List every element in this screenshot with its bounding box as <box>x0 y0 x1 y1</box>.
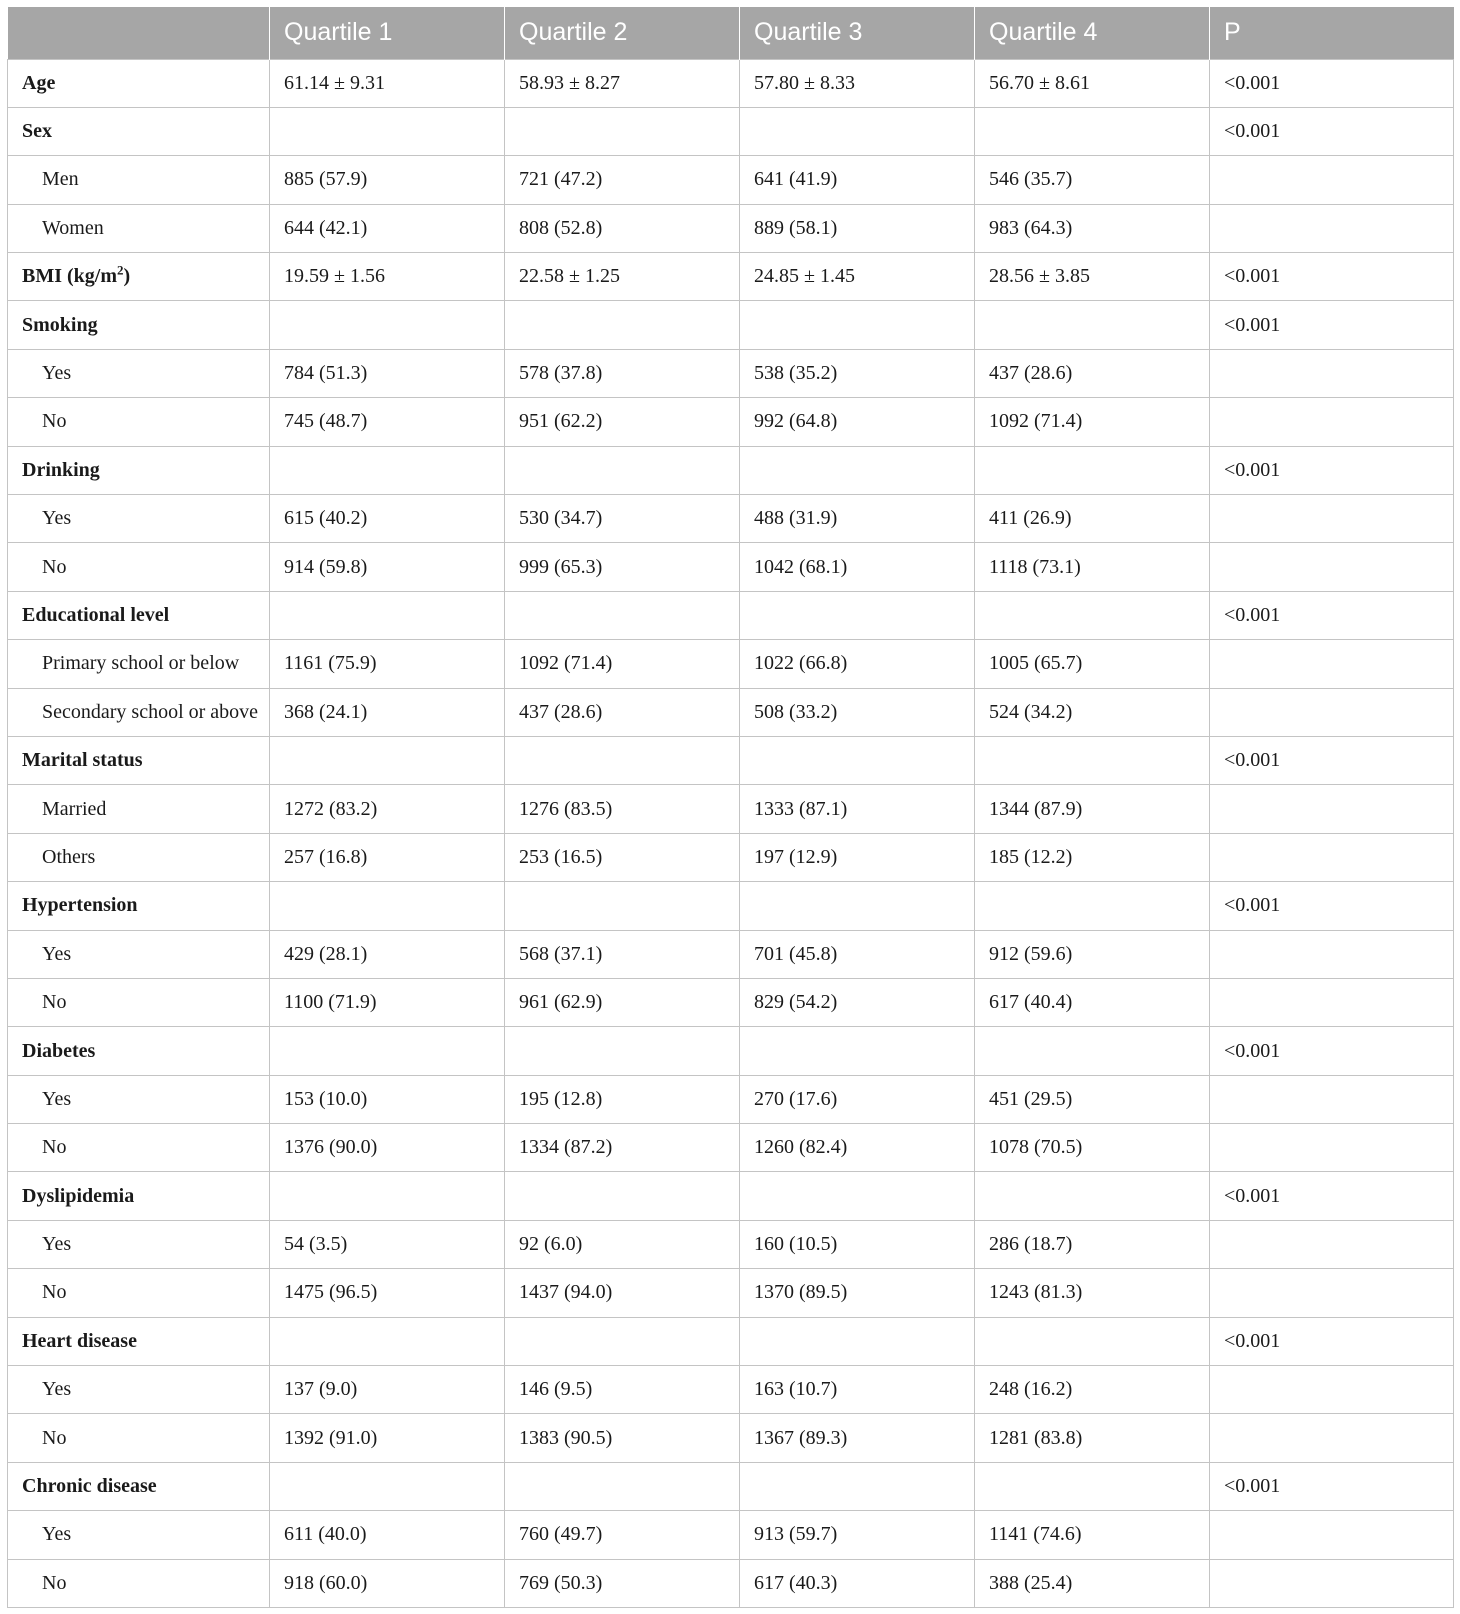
row-label <box>8 1172 270 1220</box>
row-label <box>8 882 270 930</box>
cell-quartile-1: 368 (24.1) <box>270 688 505 736</box>
cell-quartile-3: 270 (17.6) <box>740 1075 975 1123</box>
cell-quartile-3: 1042 (68.1) <box>740 543 975 591</box>
cell-quartile-4: 1078 (70.5) <box>975 1124 1210 1172</box>
cell-quartile-4: 56.70 ± 8.61 <box>975 59 1210 107</box>
cell-quartile-3: 913 (59.7) <box>740 1511 975 1559</box>
row-label-text: No <box>42 555 67 578</box>
row-label <box>8 978 270 1026</box>
table-row <box>8 736 1454 784</box>
cell-quartile-1: 153 (10.0) <box>270 1075 505 1123</box>
cell-quartile-1 <box>270 1462 505 1510</box>
row-label-text: Primary school or below <box>42 652 240 675</box>
cell-p-value <box>1210 349 1454 397</box>
row-label <box>8 543 270 591</box>
table-row <box>8 543 1454 591</box>
row-label-text: Marital status <box>22 749 143 772</box>
row-label <box>8 349 270 397</box>
cell-p-value <box>1210 688 1454 736</box>
cell-quartile-3: 1367 (89.3) <box>740 1414 975 1462</box>
cell-quartile-1: 19.59 ± 1.56 <box>270 253 505 301</box>
cell-quartile-4: 1243 (81.3) <box>975 1269 1210 1317</box>
cell-quartile-2: 253 (16.5) <box>505 833 740 881</box>
cell-p-value: <0.001 <box>1210 882 1454 930</box>
baseline-characteristics-table <box>7 7 1454 1608</box>
table-row <box>8 1559 1454 1607</box>
cell-p-value <box>1210 1220 1454 1268</box>
cell-quartile-1: 885 (57.9) <box>270 156 505 204</box>
row-label-text: Women <box>42 216 104 239</box>
cell-quartile-3: 829 (54.2) <box>740 978 975 1026</box>
cell-quartile-1: 137 (9.0) <box>270 1366 505 1414</box>
cell-p-value <box>1210 398 1454 446</box>
row-label-text: Others <box>42 845 96 868</box>
cell-p-value: <0.001 <box>1210 1027 1454 1075</box>
table-row <box>8 1414 1454 1462</box>
row-label-text: No <box>42 1426 67 1449</box>
cell-p-value: <0.001 <box>1210 301 1454 349</box>
cell-quartile-2: 808 (52.8) <box>505 204 740 252</box>
row-label-text: No <box>42 1571 67 1594</box>
table-header <box>8 7 1454 59</box>
cell-quartile-3: 992 (64.8) <box>740 398 975 446</box>
cell-quartile-2: 195 (12.8) <box>505 1075 740 1123</box>
table-body <box>8 59 1454 1608</box>
row-label <box>8 446 270 494</box>
cell-quartile-1: 644 (42.1) <box>270 204 505 252</box>
cell-quartile-4 <box>975 591 1210 639</box>
cell-quartile-3 <box>740 1172 975 1220</box>
cell-quartile-2: 530 (34.7) <box>505 495 740 543</box>
cell-quartile-1: 1475 (96.5) <box>270 1269 505 1317</box>
cell-quartile-2 <box>505 591 740 639</box>
cell-quartile-4: 286 (18.7) <box>975 1220 1210 1268</box>
cell-p-value: <0.001 <box>1210 1172 1454 1220</box>
cell-p-value <box>1210 1414 1454 1462</box>
cell-quartile-1: 1392 (91.0) <box>270 1414 505 1462</box>
cell-p-value <box>1210 1075 1454 1123</box>
table-row <box>8 107 1454 155</box>
cell-quartile-3: 488 (31.9) <box>740 495 975 543</box>
cell-quartile-2: 951 (62.2) <box>505 398 740 446</box>
table-row <box>8 253 1454 301</box>
row-label <box>8 1559 270 1607</box>
cell-quartile-1 <box>270 107 505 155</box>
cell-quartile-4: 546 (35.7) <box>975 156 1210 204</box>
table-row <box>8 301 1454 349</box>
cell-quartile-2: 1334 (87.2) <box>505 1124 740 1172</box>
row-label <box>8 1269 270 1317</box>
row-label-text: Yes <box>42 362 72 385</box>
row-label-text: Yes <box>42 1378 72 1401</box>
cell-p-value <box>1210 495 1454 543</box>
row-label-text: No <box>42 1136 67 1159</box>
cell-quartile-4: 411 (26.9) <box>975 495 1210 543</box>
cell-quartile-2: 1276 (83.5) <box>505 785 740 833</box>
cell-quartile-2: 999 (65.3) <box>505 543 740 591</box>
cell-quartile-4 <box>975 1027 1210 1075</box>
cell-quartile-1: 1272 (83.2) <box>270 785 505 833</box>
row-label-suffix: ) <box>123 265 131 288</box>
cell-quartile-3: 538 (35.2) <box>740 349 975 397</box>
cell-quartile-1: 784 (51.3) <box>270 349 505 397</box>
cell-quartile-1: 54 (3.5) <box>270 1220 505 1268</box>
cell-quartile-1: 61.14 ± 9.31 <box>270 59 505 107</box>
cell-quartile-2: 769 (50.3) <box>505 1559 740 1607</box>
row-label <box>8 1414 270 1462</box>
cell-quartile-4: 1344 (87.9) <box>975 785 1210 833</box>
cell-quartile-2 <box>505 446 740 494</box>
row-label-text: Yes <box>42 942 72 965</box>
cell-quartile-1 <box>270 1317 505 1365</box>
header-cell-p-value: P <box>1210 7 1454 59</box>
cell-quartile-2: 92 (6.0) <box>505 1220 740 1268</box>
cell-p-value <box>1210 1124 1454 1172</box>
cell-quartile-2: 437 (28.6) <box>505 688 740 736</box>
row-label <box>8 301 270 349</box>
cell-p-value: <0.001 <box>1210 253 1454 301</box>
row-label-text: Heart disease <box>22 1329 137 1352</box>
row-label-text: Chronic disease <box>22 1475 157 1498</box>
table-row <box>8 591 1454 639</box>
cell-quartile-4: 451 (29.5) <box>975 1075 1210 1123</box>
cell-quartile-3 <box>740 882 975 930</box>
row-label <box>8 398 270 446</box>
cell-quartile-1: 1100 (71.9) <box>270 978 505 1026</box>
cell-quartile-1: 257 (16.8) <box>270 833 505 881</box>
cell-quartile-2: 721 (47.2) <box>505 156 740 204</box>
cell-quartile-2: 58.93 ± 8.27 <box>505 59 740 107</box>
cell-p-value <box>1210 640 1454 688</box>
row-label <box>8 495 270 543</box>
table-row <box>8 446 1454 494</box>
row-label <box>8 204 270 252</box>
cell-quartile-4: 1141 (74.6) <box>975 1511 1210 1559</box>
cell-quartile-4 <box>975 1317 1210 1365</box>
row-label-text: Married <box>42 797 107 820</box>
table-row <box>8 1220 1454 1268</box>
table-row <box>8 1511 1454 1559</box>
cell-quartile-3: 197 (12.9) <box>740 833 975 881</box>
cell-quartile-3 <box>740 1027 975 1075</box>
cell-quartile-2 <box>505 882 740 930</box>
cell-quartile-1: 1376 (90.0) <box>270 1124 505 1172</box>
table-row <box>8 1317 1454 1365</box>
cell-p-value <box>1210 156 1454 204</box>
cell-quartile-4 <box>975 882 1210 930</box>
cell-p-value <box>1210 785 1454 833</box>
cell-p-value <box>1210 1511 1454 1559</box>
table-row <box>8 688 1454 736</box>
cell-quartile-4: 983 (64.3) <box>975 204 1210 252</box>
table-row <box>8 204 1454 252</box>
cell-quartile-4 <box>975 1462 1210 1510</box>
header-row <box>8 7 1454 59</box>
cell-quartile-1: 615 (40.2) <box>270 495 505 543</box>
cell-quartile-2: 568 (37.1) <box>505 930 740 978</box>
cell-quartile-4 <box>975 446 1210 494</box>
table-row <box>8 833 1454 881</box>
cell-p-value <box>1210 543 1454 591</box>
table-row <box>8 1124 1454 1172</box>
table-row <box>8 1269 1454 1317</box>
row-label <box>8 59 270 107</box>
cell-quartile-2: 760 (49.7) <box>505 1511 740 1559</box>
row-label-text: No <box>42 1281 67 1304</box>
cell-p-value <box>1210 978 1454 1026</box>
cell-quartile-4: 1281 (83.8) <box>975 1414 1210 1462</box>
cell-quartile-4 <box>975 301 1210 349</box>
row-label <box>8 1511 270 1559</box>
header-cell-quartile-4: Quartile 4 <box>975 7 1210 59</box>
cell-quartile-2: 578 (37.8) <box>505 349 740 397</box>
cell-quartile-4: 1092 (71.4) <box>975 398 1210 446</box>
cell-quartile-4: 524 (34.2) <box>975 688 1210 736</box>
table-row <box>8 1075 1454 1123</box>
cell-quartile-3: 163 (10.7) <box>740 1366 975 1414</box>
cell-quartile-4: 388 (25.4) <box>975 1559 1210 1607</box>
cell-quartile-2 <box>505 1027 740 1075</box>
cell-p-value <box>1210 204 1454 252</box>
cell-quartile-3: 641 (41.9) <box>740 156 975 204</box>
cell-quartile-2 <box>505 1462 740 1510</box>
cell-quartile-4: 1005 (65.7) <box>975 640 1210 688</box>
row-label-text: Smoking <box>22 313 98 336</box>
cell-quartile-3 <box>740 107 975 155</box>
header-cell-quartile-2: Quartile 2 <box>505 7 740 59</box>
cell-quartile-3: 508 (33.2) <box>740 688 975 736</box>
table-row <box>8 349 1454 397</box>
cell-quartile-3: 1260 (82.4) <box>740 1124 975 1172</box>
table-row <box>8 1366 1454 1414</box>
header-cell-variable <box>8 7 270 59</box>
cell-quartile-3: 889 (58.1) <box>740 204 975 252</box>
cell-p-value <box>1210 1366 1454 1414</box>
cell-quartile-1 <box>270 591 505 639</box>
cell-quartile-3: 1333 (87.1) <box>740 785 975 833</box>
row-label-text: Educational level <box>22 603 170 626</box>
row-label-text: Men <box>42 168 79 191</box>
cell-quartile-1 <box>270 1172 505 1220</box>
cell-p-value: <0.001 <box>1210 59 1454 107</box>
row-label <box>8 107 270 155</box>
cell-quartile-4: 1118 (73.1) <box>975 543 1210 591</box>
row-label <box>8 1027 270 1075</box>
cell-quartile-3: 701 (45.8) <box>740 930 975 978</box>
row-label <box>8 1317 270 1365</box>
cell-p-value <box>1210 1269 1454 1317</box>
cell-quartile-4: 248 (16.2) <box>975 1366 1210 1414</box>
row-label-text: Diabetes <box>22 1039 96 1062</box>
cell-quartile-1: 914 (59.8) <box>270 543 505 591</box>
cell-quartile-3: 160 (10.5) <box>740 1220 975 1268</box>
row-label <box>8 1075 270 1123</box>
row-label <box>8 688 270 736</box>
cell-quartile-1 <box>270 446 505 494</box>
cell-quartile-2 <box>505 301 740 349</box>
cell-quartile-4: 912 (59.6) <box>975 930 1210 978</box>
header-cell-quartile-1: Quartile 1 <box>270 7 505 59</box>
cell-quartile-3 <box>740 446 975 494</box>
row-label <box>8 1124 270 1172</box>
data-table-container <box>7 7 1453 1608</box>
table-row <box>8 59 1454 107</box>
cell-quartile-2: 1437 (94.0) <box>505 1269 740 1317</box>
cell-p-value <box>1210 1559 1454 1607</box>
row-label <box>8 1366 270 1414</box>
table-row <box>8 156 1454 204</box>
table-row <box>8 882 1454 930</box>
cell-quartile-4 <box>975 1172 1210 1220</box>
cell-p-value: <0.001 <box>1210 1317 1454 1365</box>
row-label-text: Yes <box>42 1523 72 1546</box>
row-label <box>8 833 270 881</box>
cell-quartile-1: 918 (60.0) <box>270 1559 505 1607</box>
row-label-text: Hypertension <box>22 894 138 917</box>
row-label-text: Sex <box>22 120 52 143</box>
cell-quartile-4: 617 (40.4) <box>975 978 1210 1026</box>
table-row <box>8 1462 1454 1510</box>
row-label-text: Yes <box>42 1233 72 1256</box>
row-label <box>8 1220 270 1268</box>
cell-quartile-1 <box>270 1027 505 1075</box>
cell-quartile-2: 1092 (71.4) <box>505 640 740 688</box>
cell-p-value <box>1210 833 1454 881</box>
cell-quartile-3 <box>740 736 975 784</box>
cell-quartile-2: 961 (62.9) <box>505 978 740 1026</box>
cell-quartile-1: 745 (48.7) <box>270 398 505 446</box>
cell-quartile-4: 28.56 ± 3.85 <box>975 253 1210 301</box>
row-label-text: No <box>42 410 67 433</box>
cell-quartile-1 <box>270 301 505 349</box>
table-row <box>8 785 1454 833</box>
header-cell-quartile-3: Quartile 3 <box>740 7 975 59</box>
cell-quartile-4 <box>975 107 1210 155</box>
cell-quartile-2: 1383 (90.5) <box>505 1414 740 1462</box>
cell-quartile-4: 437 (28.6) <box>975 349 1210 397</box>
row-label-text: Dyslipidemia <box>22 1184 135 1207</box>
row-label <box>8 640 270 688</box>
cell-quartile-2 <box>505 1317 740 1365</box>
table-row <box>8 930 1454 978</box>
cell-p-value <box>1210 930 1454 978</box>
row-label-text: Age <box>22 71 56 94</box>
table-row <box>8 978 1454 1026</box>
cell-p-value: <0.001 <box>1210 446 1454 494</box>
row-label-text: Yes <box>42 1087 72 1110</box>
cell-quartile-3 <box>740 1317 975 1365</box>
cell-quartile-1 <box>270 736 505 784</box>
table-row <box>8 495 1454 543</box>
cell-quartile-3 <box>740 1462 975 1510</box>
table-row <box>8 1172 1454 1220</box>
cell-quartile-3: 1370 (89.5) <box>740 1269 975 1317</box>
row-label-text: Secondary school or above <box>42 700 259 723</box>
row-label <box>8 156 270 204</box>
cell-p-value: <0.001 <box>1210 1462 1454 1510</box>
table-row <box>8 398 1454 446</box>
row-label <box>8 591 270 639</box>
row-label <box>8 736 270 784</box>
row-label <box>8 1462 270 1510</box>
cell-quartile-1: 611 (40.0) <box>270 1511 505 1559</box>
row-label-text: Yes <box>42 507 72 530</box>
cell-quartile-2: 146 (9.5) <box>505 1366 740 1414</box>
row-label <box>8 785 270 833</box>
row-label-text: Drinking <box>22 458 100 481</box>
cell-p-value: <0.001 <box>1210 107 1454 155</box>
row-label <box>8 930 270 978</box>
row-label-text: No <box>42 991 67 1014</box>
cell-p-value: <0.001 <box>1210 591 1454 639</box>
cell-quartile-3 <box>740 301 975 349</box>
cell-quartile-1: 1161 (75.9) <box>270 640 505 688</box>
cell-quartile-3: 57.80 ± 8.33 <box>740 59 975 107</box>
cell-quartile-2 <box>505 107 740 155</box>
cell-quartile-2 <box>505 736 740 784</box>
cell-quartile-4 <box>975 736 1210 784</box>
cell-quartile-1 <box>270 882 505 930</box>
row-label-text: BMI (kg/m <box>22 265 117 288</box>
cell-quartile-3 <box>740 591 975 639</box>
cell-quartile-3: 1022 (66.8) <box>740 640 975 688</box>
cell-quartile-2: 22.58 ± 1.25 <box>505 253 740 301</box>
cell-quartile-2 <box>505 1172 740 1220</box>
cell-quartile-4: 185 (12.2) <box>975 833 1210 881</box>
row-label-superscript: 2 <box>117 262 124 278</box>
cell-p-value: <0.001 <box>1210 736 1454 784</box>
table-row <box>8 1027 1454 1075</box>
table-row <box>8 640 1454 688</box>
cell-quartile-1: 429 (28.1) <box>270 930 505 978</box>
cell-quartile-3: 24.85 ± 1.45 <box>740 253 975 301</box>
cell-quartile-3: 617 (40.3) <box>740 1559 975 1607</box>
row-label <box>8 253 270 301</box>
